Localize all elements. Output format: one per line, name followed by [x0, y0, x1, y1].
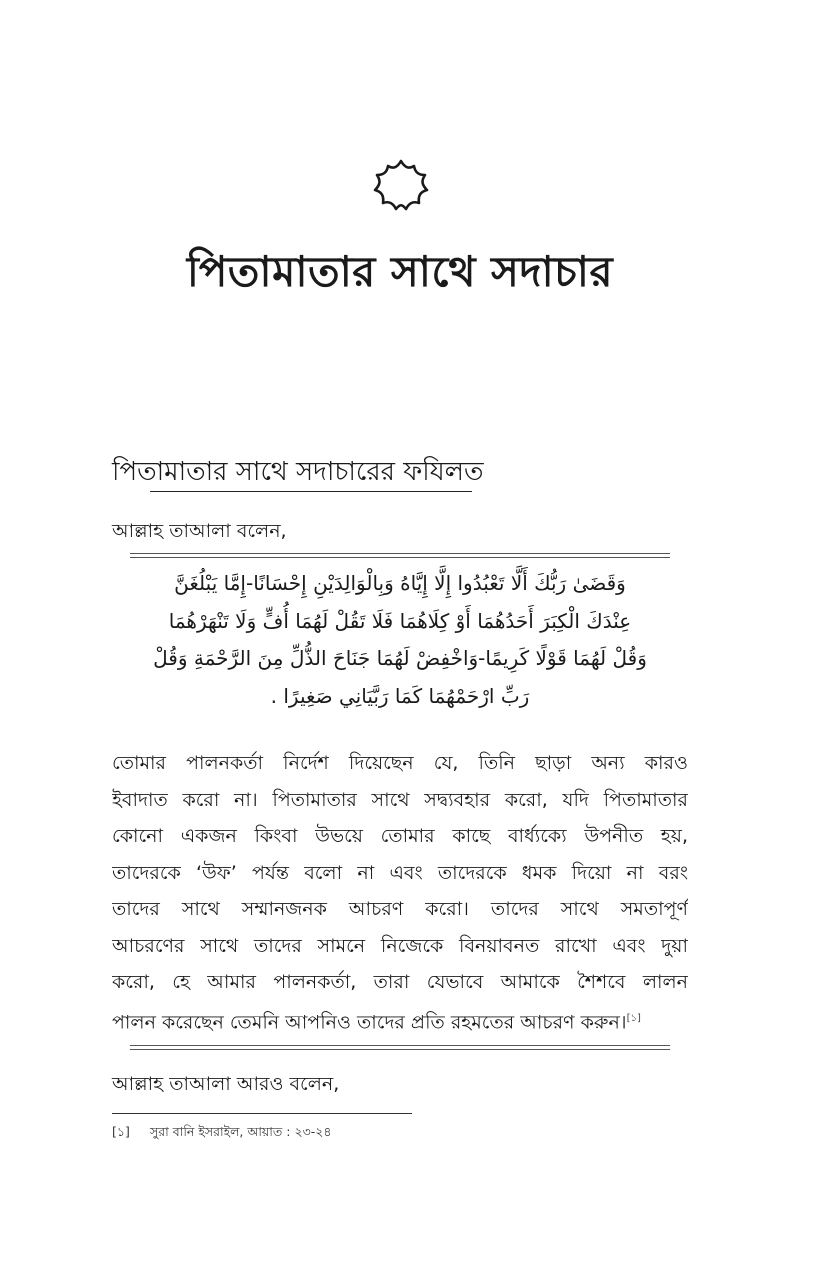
- section-heading: পিতামাতার সাথে সদাচারের ফযিলত: [112, 457, 484, 487]
- footnote-mark: [১]: [112, 1124, 130, 1139]
- verse-bottom-divider: [130, 1045, 670, 1050]
- footnote-text: সুরা বানি ইসরাইল, আয়াত : ২৩-২৪: [150, 1124, 332, 1139]
- intro-text: আল্লাহ তাআলা বলেন,: [112, 520, 287, 542]
- translation-line: করো, হে আমার পালনকর্তা, তারা যেভাবে আমাকে শৈশবে লালন: [112, 971, 688, 993]
- translation-line-text: পালন করেছেন তেমনি আপনিও তাদের প্রতি রহমতের আচরণ করুন।: [112, 1010, 627, 1033]
- arabic-verse-line: وَقُلْ لَهُمَا قَوْلًا كَرِيمًا-وَاخْفِضْ لَهُمَا جَنَاحَ الذُّلِّ مِنَ الرَّحْمَةِ وَقُلْ: [153, 646, 647, 670]
- translation-line: কোনো একজন কিংবা উভয়ে তোমার কাছে বার্ধ্যক্যে উপনীত হয়,: [112, 825, 688, 847]
- footnote-reference[interactable]: [১]: [626, 1012, 641, 1024]
- verse-top-divider: [130, 553, 670, 558]
- flower-ornament-icon: [371, 157, 431, 215]
- footnote-divider: [112, 1113, 412, 1114]
- arabic-verse-line: وَقَضَىٰ رَبُّكَ أَلَّا تَعْبُدُوا إِلَّا إِيَّاهُ وَبِالْوَالِدَيْنِ إِحْسَانًا-إِمَّا يَبْلُغَنَّ: [174, 571, 626, 595]
- chapter-title: পিতামাতার সাথে সদাচার: [186, 247, 614, 296]
- footnote: [112, 1123, 331, 1141]
- translation-line: তাদের সাথে সম্মানজনক আচরণ করো। তাদের সাথে সমতাপূর্ণ: [112, 898, 688, 920]
- intro-text-2: আল্লাহ তাআলা আরও বলেন,: [112, 1073, 340, 1095]
- translation-line: আচরণের সাথে তাদের সামনে নিজেকে বিনয়াবনত রাখো এবং দুয়া: [112, 934, 688, 957]
- heading-underline: [150, 491, 472, 492]
- translation-line: তোমার পালনকর্তা নির্দেশ দিয়েছেন যে, তিনি ছাড়া অন্য কারও: [112, 752, 688, 774]
- arabic-verse-line: عِنْدَكَ الْكِبَرَ أَحَدُهُمَا أَوْ كِلَاهُمَا فَلَا تَقُلْ لَهُمَا أُفٍّ وَلَا تَنْهَرْهُمَا: [168, 608, 632, 633]
- arabic-verse-line: رَبِّ ارْحَمْهُمَا كَمَا رَبَّيَانِي صَغِيرًا .: [270, 683, 530, 708]
- arabic-verse: [125, 565, 675, 715]
- translation-line: তাদেরকে ‘উফ’ পর্যন্ত বলো না এবং তাদেরকে ধমক দিয়ো না বরং: [112, 861, 688, 884]
- translation-line-last: [112, 1001, 688, 1041]
- verse-translation: [112, 745, 688, 1040]
- translation-line: ইবাদাত করো না। পিতামাতার সাথে সদ্ব্যবহার করো, যদি পিতামাতার: [112, 788, 688, 811]
